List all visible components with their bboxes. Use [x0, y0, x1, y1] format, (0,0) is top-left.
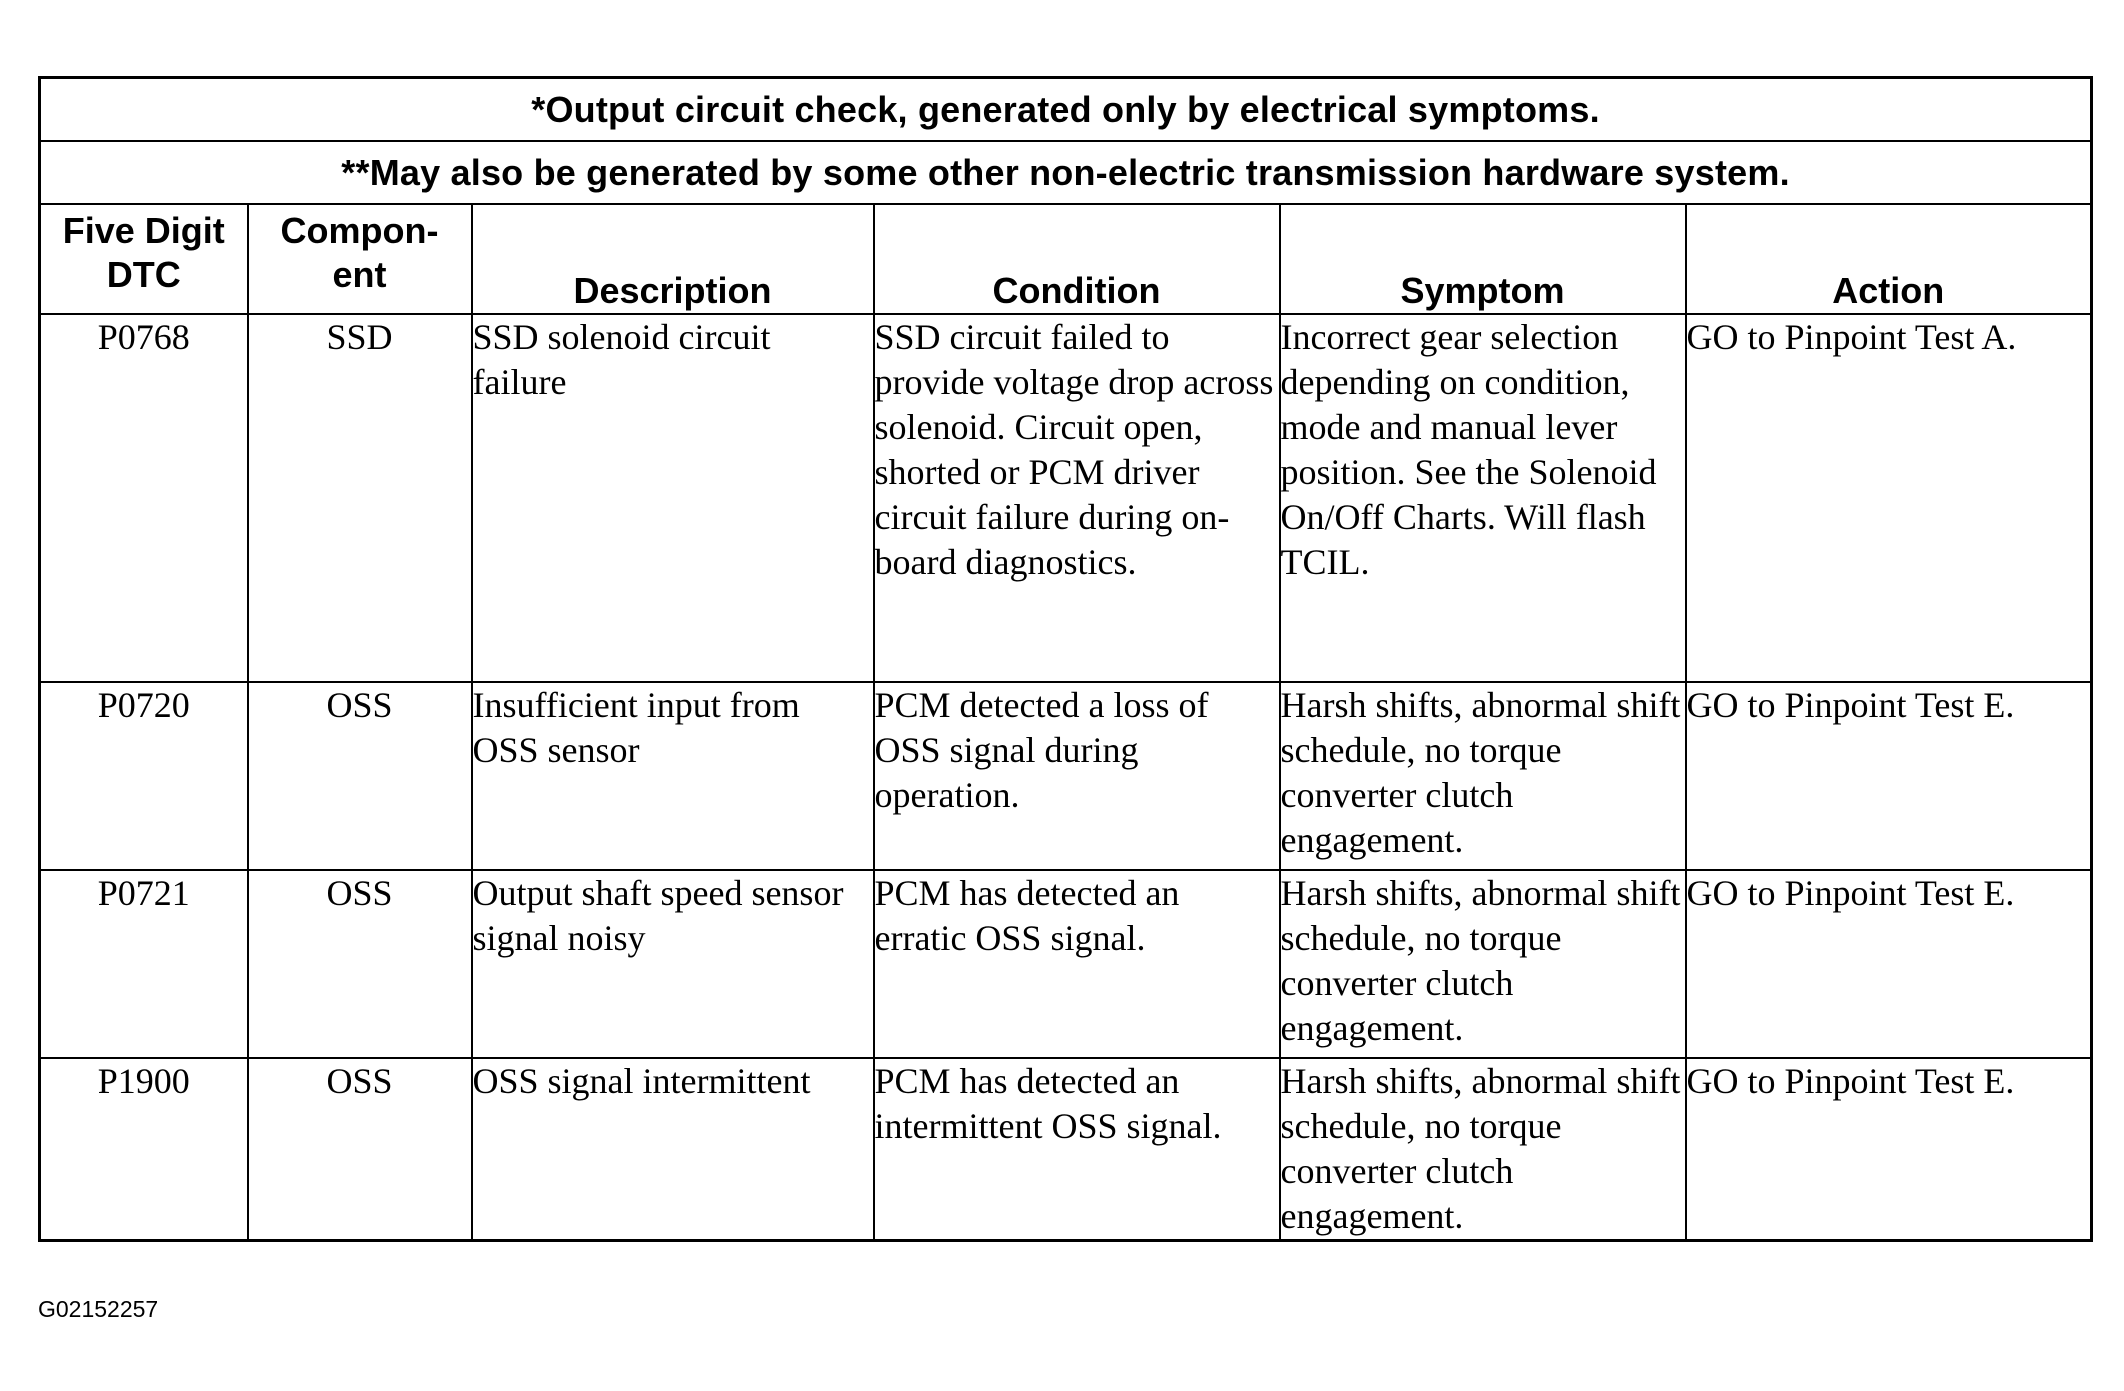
- cell-description: Output shaft speed sensor signal noisy: [472, 870, 874, 1058]
- cell-component: OSS: [248, 682, 472, 870]
- note-row-1: [40, 78, 2092, 142]
- cell-dtc: P0720: [40, 682, 248, 870]
- cell-dtc: P0768: [40, 314, 248, 682]
- header-condition: Condition: [874, 204, 1280, 314]
- cell-symptom: Incorrect gear selection depending on condition, mode and manual lever position. See the Solenoid On/Off Charts. Will flash TCIL.: [1280, 314, 1686, 682]
- cell-action: GO to Pinpoint Test A.: [1686, 314, 2092, 682]
- cell-condition: PCM has detected an intermittent OSS signal.: [874, 1058, 1280, 1241]
- cell-dtc: P1900: [40, 1058, 248, 1241]
- note-non-electric: **May also be generated by some other non-electric transmission hardware system.: [40, 141, 2092, 204]
- table-row: [40, 1058, 2092, 1241]
- cell-action: GO to Pinpoint Test E.: [1686, 1058, 2092, 1241]
- note-output-circuit: *Output circuit check, generated only by electrical symptoms.: [40, 78, 2092, 142]
- cell-component: OSS: [248, 870, 472, 1058]
- cell-condition: PCM detected a loss of OSS signal during operation.: [874, 682, 1280, 870]
- cell-description: SSD solenoid circuit failure: [472, 314, 874, 682]
- table-row: [40, 870, 2092, 1058]
- table-row: [40, 314, 2092, 682]
- note-row-2: [40, 141, 2092, 204]
- figure-id: G02152257: [38, 1296, 159, 1322]
- cell-condition: SSD circuit failed to provide voltage drop across solenoid. Circuit open, shorted or PCM driver circuit failure during on-board diagnostics.: [874, 314, 1280, 682]
- header-dtc: Five Digit DTC: [40, 204, 248, 314]
- header-component: Compon- ent: [248, 204, 472, 314]
- header-action: Action: [1686, 204, 2092, 314]
- dtc-table: [38, 76, 2093, 1242]
- header-symptom: Symptom: [1280, 204, 1686, 314]
- cell-description: Insufficient input from OSS sensor: [472, 682, 874, 870]
- dtc-document: [38, 76, 2090, 1242]
- cell-component: SSD: [248, 314, 472, 682]
- cell-action: GO to Pinpoint Test E.: [1686, 870, 2092, 1058]
- cell-symptom: Harsh shifts, abnormal shift schedule, no torque converter clutch engagement.: [1280, 1058, 1686, 1241]
- cell-condition: PCM has detected an erratic OSS signal.: [874, 870, 1280, 1058]
- table-row: [40, 682, 2092, 870]
- header-description: Description: [472, 204, 874, 314]
- cell-component: OSS: [248, 1058, 472, 1241]
- cell-action: GO to Pinpoint Test E.: [1686, 682, 2092, 870]
- cell-symptom: Harsh shifts, abnormal shift schedule, no torque converter clutch engagement.: [1280, 682, 1686, 870]
- cell-description: OSS signal intermittent: [472, 1058, 874, 1241]
- cell-symptom: Harsh shifts, abnormal shift schedule, no torque converter clutch engagement.: [1280, 870, 1686, 1058]
- header-row: [40, 204, 2092, 314]
- cell-dtc: P0721: [40, 870, 248, 1058]
